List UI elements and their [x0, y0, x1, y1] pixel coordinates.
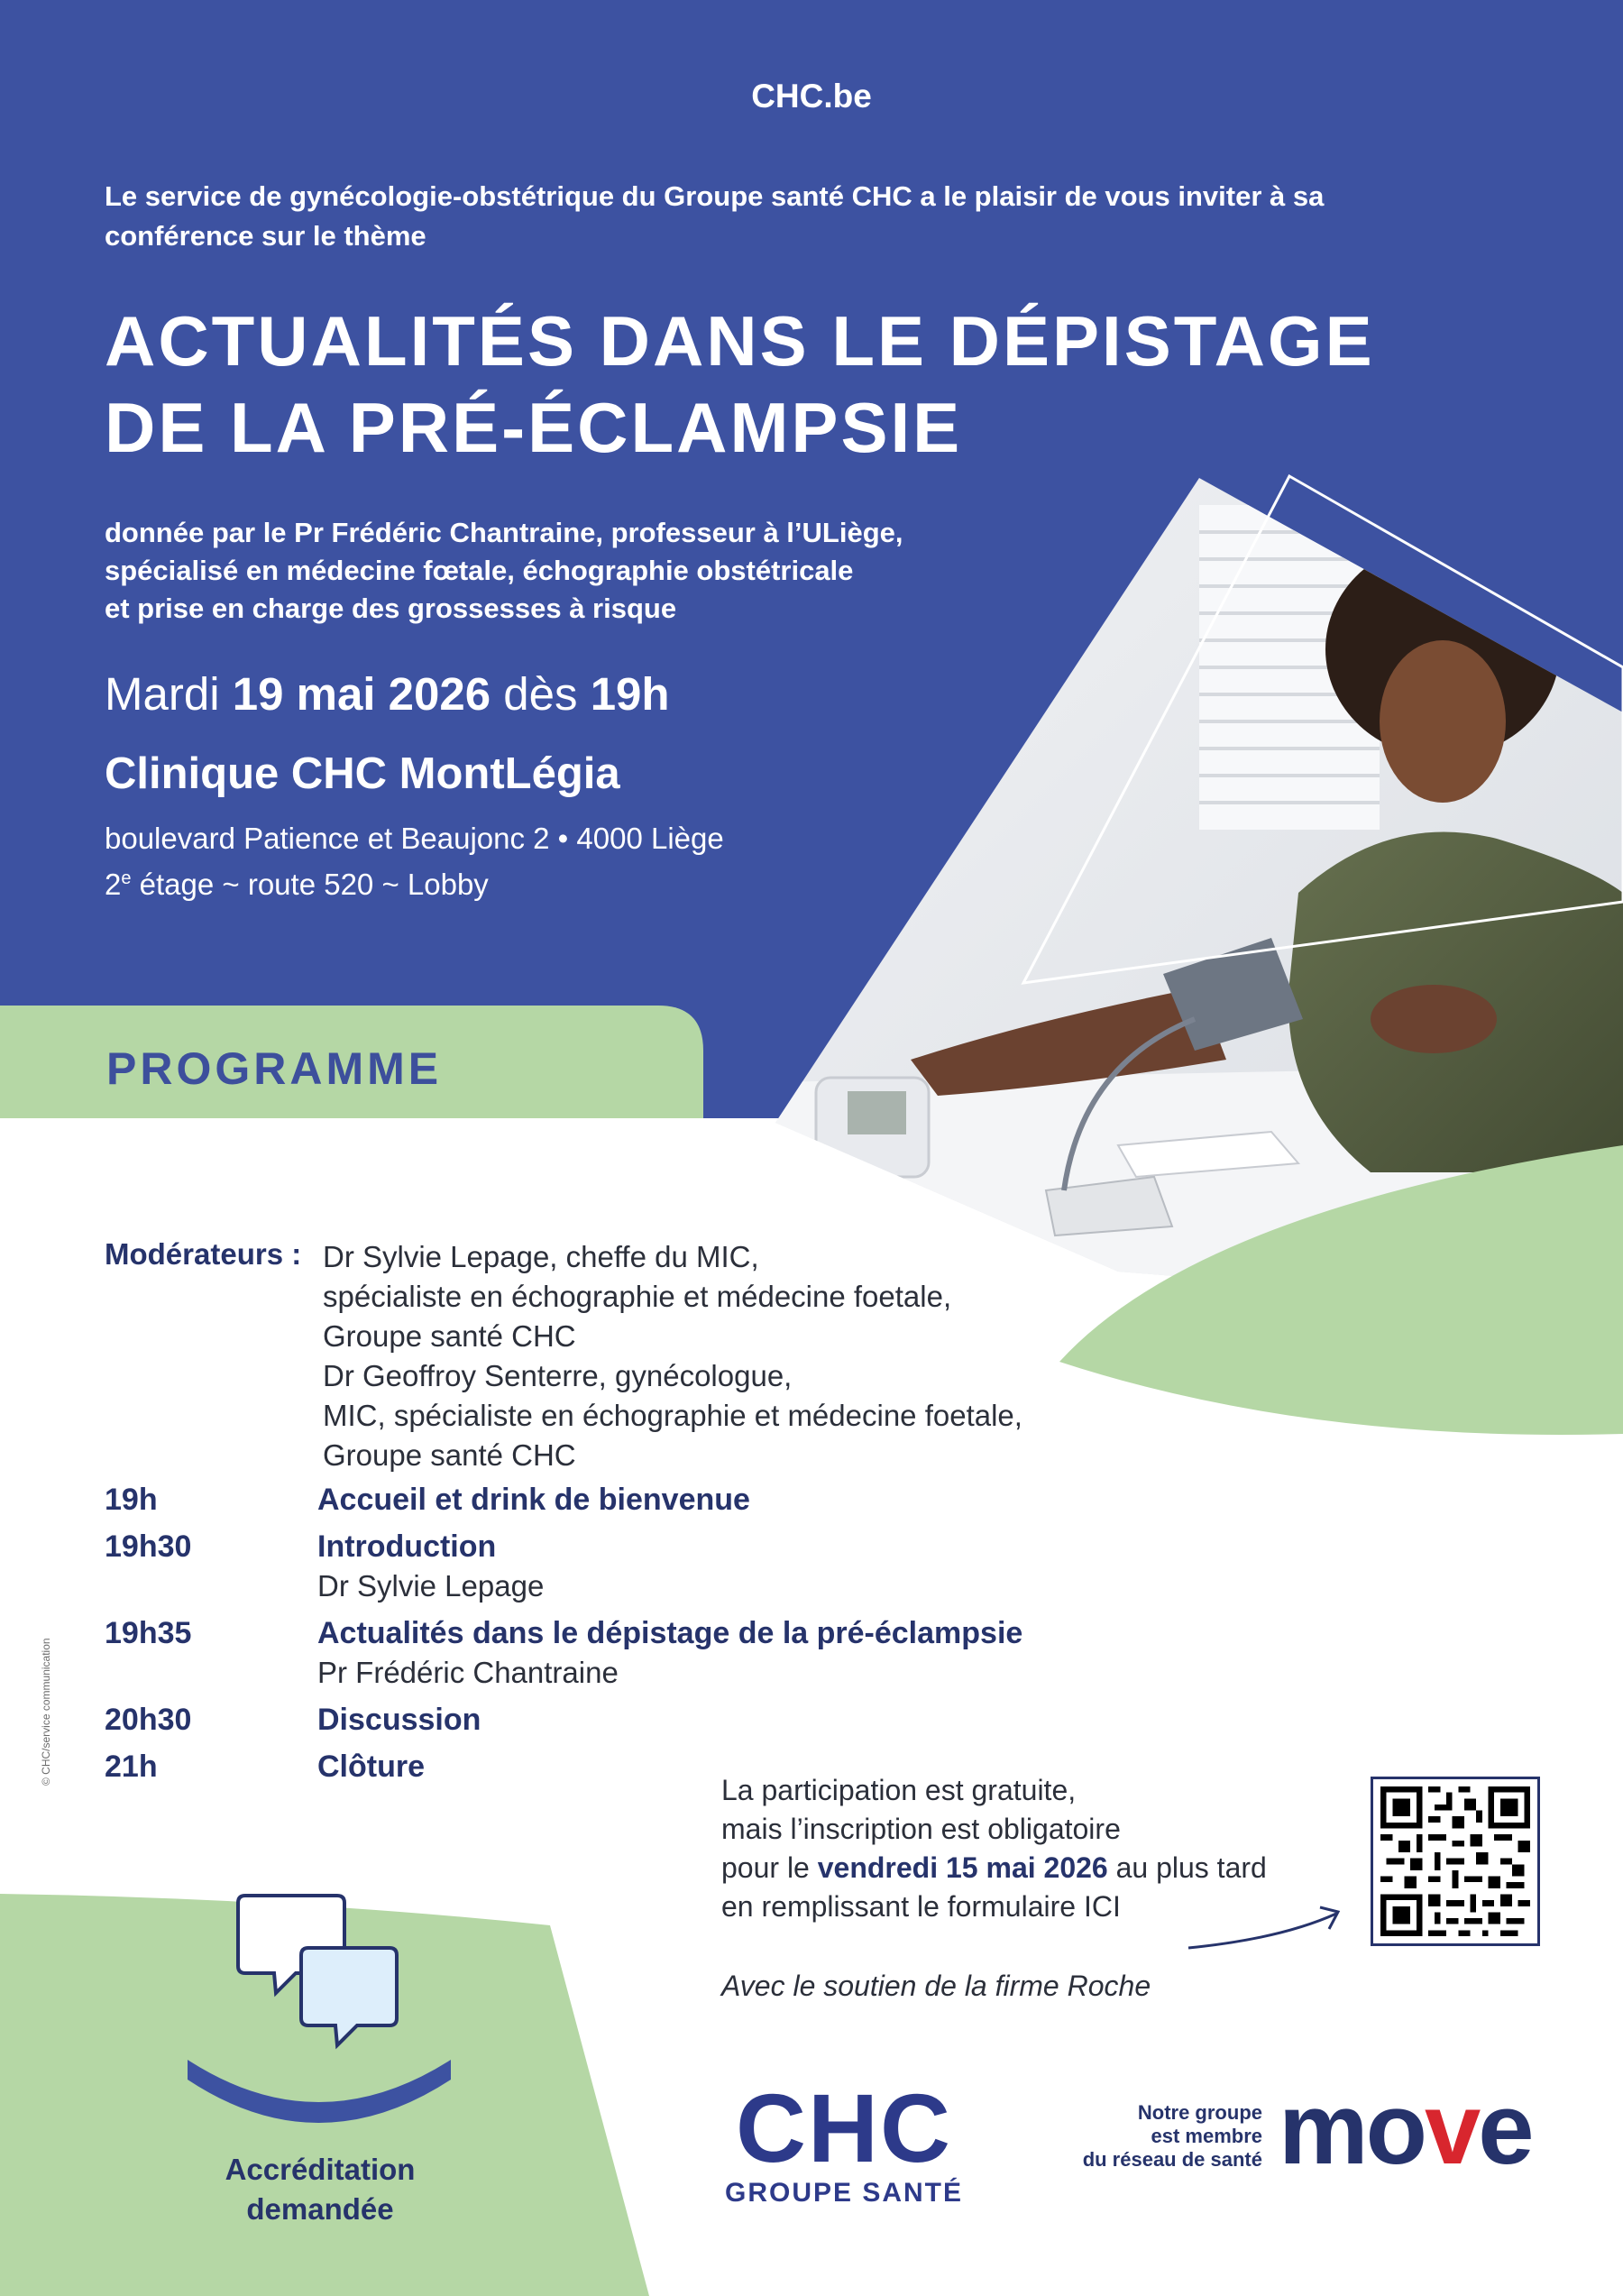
move-logo-v: v	[1425, 2072, 1479, 2185]
qr-icon	[1380, 1786, 1530, 1936]
chc-logo	[718, 2073, 970, 2209]
move-text-line-1: Notre groupe	[1137, 2101, 1262, 2124]
moderator-line: Dr Sylvie Lepage, cheffe du MIC,	[323, 1240, 759, 1273]
moderators-list	[323, 1237, 1022, 1475]
site-url[interactable]: CHC.be	[751, 78, 872, 115]
schedule-time: 19h35	[105, 1616, 192, 1650]
deadline-date: vendredi 15 mai 2026	[817, 1851, 1108, 1884]
chc-logo-letters: CHC	[736, 2073, 952, 2182]
move-logo-part1: mo	[1279, 2072, 1425, 2185]
moderator-line: Dr Geoffroy Senterre, gynécologue,	[323, 1359, 793, 1392]
schedule-speaker: Pr Frédéric Chantraine	[317, 1656, 619, 1689]
copyright-credit: © CHC/service communication	[40, 1638, 52, 1786]
moderator-line: Groupe santé CHC	[323, 1438, 576, 1472]
floor-route: étage ~ route 520 ~ Lobby	[131, 868, 489, 901]
schedule-title: Introduction	[317, 1529, 497, 1564]
moderators-label: Modérateurs :	[105, 1237, 302, 1271]
accreditation-line-1: Accréditation	[225, 2153, 416, 2186]
schedule-time: 19h	[105, 1483, 158, 1517]
registration-line-2: mais l’inscription est obligatoire	[721, 1813, 1121, 1845]
moderator-line: Groupe santé CHC	[323, 1319, 576, 1353]
move-text-line-3: du réseau de santé	[1082, 2148, 1262, 2171]
date-mid: dès	[503, 668, 578, 720]
floor-suffix: e	[121, 868, 132, 888]
speaker-line-1: donnée par le Pr Frédéric Chantraine, professeur à l’ULiège,	[105, 517, 903, 548]
schedule-title: Discussion	[317, 1703, 481, 1737]
registration-qr-code[interactable]	[1371, 1777, 1540, 1946]
schedule-speaker: Dr Sylvie Lepage	[317, 1569, 545, 1603]
schedule-time: 21h	[105, 1750, 158, 1784]
schedule-title: Clôture	[317, 1750, 425, 1784]
venue-address	[105, 819, 724, 905]
schedule-title: Actualités dans le dépistage de la pré-éclampsie	[317, 1616, 1023, 1650]
title-line-1: ACTUALITÉS DANS LE DÉPISTAGE	[105, 301, 1375, 381]
deadline-suffix: au plus tard	[1107, 1851, 1267, 1884]
accreditation-note	[180, 2150, 460, 2229]
address-line-1: boulevard Patience et Beaujonc 2 • 4000 Liège	[105, 822, 724, 855]
speaker-line-2: spécialisé en médecine fœtale, échographie obstétricale	[105, 555, 854, 586]
registration-info	[721, 1771, 1267, 1926]
sponsor-note: Avec le soutien de la firme Roche	[721, 1970, 1151, 2002]
event-date	[105, 667, 670, 721]
date-prefix: Mardi	[105, 668, 220, 720]
intro-text: Le service de gynécologie-obstétrique du Groupe santé CHC a le plaisir de vous inviter à sa conférence sur le thème	[105, 180, 1325, 252]
address-line-2	[105, 859, 724, 905]
moderator-line: MIC, spécialiste en échographie et médecine foetale,	[323, 1399, 1022, 1432]
accreditation-line-2: demandée	[246, 2192, 394, 2226]
registration-line-1: La participation est gratuite,	[721, 1774, 1077, 1806]
move-logo-part2: e	[1478, 2072, 1532, 2185]
speaker-description	[105, 514, 1096, 628]
registration-line-3	[721, 1849, 1267, 1887]
date-main: 19 mai 2026	[232, 668, 491, 720]
date-time: 19h	[590, 668, 670, 720]
deadline-prefix: pour le	[721, 1851, 818, 1884]
venue-name: Clinique CHC MontLégia	[105, 749, 620, 798]
schedule-title: Accueil et drink de bienvenue	[317, 1483, 750, 1517]
schedule-time: 20h30	[105, 1703, 192, 1737]
move-network-text	[1046, 2101, 1262, 2172]
speaker-line-3: et prise en charge des grossesses à risque	[105, 592, 677, 624]
chc-logo-subtitle: GROUPE SANTÉ	[724, 2178, 964, 2208]
programme-heading: PROGRAMME	[106, 1043, 443, 1094]
schedule-time: 19h30	[105, 1529, 192, 1564]
floor-number: 2	[105, 868, 122, 901]
move-text-line-2: est membre	[1151, 2125, 1262, 2147]
registration-form-link[interactable]: en remplissant le formulaire ICI	[721, 1890, 1121, 1923]
moderator-line: spécialiste en échographie et médecine foetale,	[323, 1280, 952, 1313]
conference-title	[105, 298, 1547, 471]
move-logo	[1279, 2071, 1532, 2187]
title-line-2: DE LA PRÉ-ÉCLAMPSIE	[105, 388, 963, 467]
